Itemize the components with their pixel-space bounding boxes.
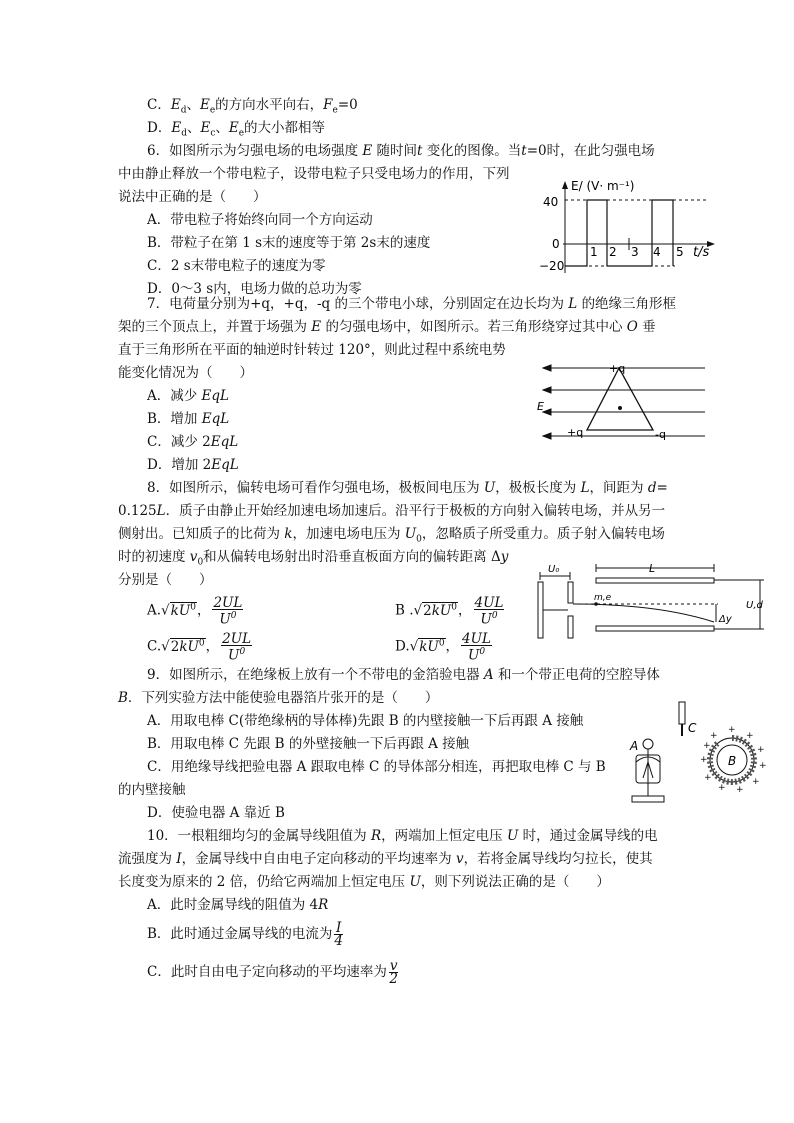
q8-deflection-figure: [528, 558, 773, 643]
q8-label-dy: Δy: [719, 614, 732, 625]
q8-option-c: $C.√2kU^0$， $\frac{2UL}{U^0}$: [147, 630, 252, 664]
q6-ytick-neg20: −20: [539, 259, 565, 273]
q7-stem-line3: 直于三角形所在平面的轴逆时针转过 120°，则此过程中系统电势: [118, 342, 506, 358]
q9-label-c: C: [688, 721, 697, 735]
svg-text:+: +: [759, 761, 767, 771]
q6-e-t-graph: [535, 178, 725, 278]
q9-label-b: B: [728, 754, 737, 768]
q6-xtick-4: 4: [653, 245, 661, 259]
q9-option-a: A．用取电棒 C(带绝缘柄的导体棒)先跟 B 的内壁接触一下后再跟 A 接触: [147, 713, 584, 729]
q6-stem-line1: 6．如图所示为匀强电场的电场强度 E 随时间t 变化的图像。当t=0时，在此匀强电场: [147, 143, 655, 159]
q5-option-c: C．$E_d$、$E_e$的方向水平向右，$F_e=0$: [147, 97, 358, 116]
svg-text:+: +: [703, 741, 711, 751]
q10-option-b: B．此时通过金属导线的电流为 $\frac{I}{4}$: [147, 920, 344, 949]
q8-label-ud: U,d: [746, 600, 763, 611]
q5-option-d: D．$E_d$、$E_c$、$E_e$的大小都相等: [147, 120, 326, 139]
q8-option-b: B $.√2kU^0$， $\frac{4UL}{U^0}$: [395, 594, 504, 628]
q9-electroscope-figure: [626, 700, 776, 808]
q8-stem-line3: 侧射出。已知质子的比荷为 k，加速电场电压为 $U_0$，忽略质子所受重力。质子射入偏转电场: [118, 526, 665, 545]
svg-text:+: +: [728, 725, 736, 735]
svg-text:+: +: [700, 755, 708, 765]
q8-stem-line5: 分别是（ ）: [118, 572, 213, 588]
q7-option-b: B．增加 EqL: [147, 411, 230, 427]
q6-stem-line3: 说法中正确的是（ ）: [118, 189, 267, 205]
q7-label-e: E: [537, 400, 544, 413]
q6-xtick-5: 5: [676, 245, 684, 259]
q7-label-left: +q: [567, 426, 584, 439]
q8-label-me: m,e: [594, 593, 612, 603]
q7-option-c: C．减少 2EqL: [147, 434, 239, 450]
q6-xtick-1: 1: [590, 245, 598, 259]
q6-option-d: D．0～3 s内，电场力做的总功为零: [147, 281, 362, 297]
q9-option-c-cont: 的内壁接触: [118, 782, 186, 798]
svg-text:+: +: [704, 773, 712, 783]
q7-label-right: -q: [655, 428, 666, 441]
q6-stem-line2: 中由静止释放一个带电粒子，设带电粒子只受电场力的作用，下列: [118, 166, 510, 182]
q6-option-c: C．2 s末带电粒子的速度为零: [147, 258, 326, 274]
q8-option-a: $A.√kU^0$， $\frac{2UL}{U^0}$: [147, 594, 243, 628]
q6-xtick-2: 2: [609, 245, 617, 259]
q9-option-b: B．用取电棒 C 先跟 B 的外壁接触一下后再跟 A 接触: [147, 736, 470, 752]
q8-label-u0: U₀: [548, 564, 560, 575]
q6-xtick-3: 3: [631, 245, 639, 259]
q8-stem-line4: 时的初速度 $v_0$和从偏转电场射出时沿垂直板面方向的偏转距离 Δy: [118, 549, 509, 568]
q8-stem-line2: 0.125L．质子由静止开始经加速电场加速后。沿平行于极板的方向射入偏转电场，并从另一: [118, 503, 666, 519]
svg-text:+: +: [752, 777, 760, 787]
q6-option-a: A．带电粒子将始终向同一个方向运动: [147, 212, 373, 228]
q10-option-c: C．此时自由电子定向移动的平均速率为 $\frac{v}{2}$: [147, 958, 398, 987]
q9-option-d: D．使验电器 A 靠近 B: [147, 805, 285, 821]
svg-text:+: +: [736, 785, 744, 795]
q10-stem-line2: 流强度为 I，金属导线中自由电子定向移动的平均速率为 v，若将金属导线均匀拉长，使其: [118, 851, 653, 867]
svg-text:+: +: [718, 783, 726, 793]
q7-triangle-figure: [535, 360, 710, 450]
q6-graph-ylabel: E/ (V· m⁻¹): [571, 179, 635, 193]
q9-stem-line2: B．下列实验方法中能使验电器箔片张开的是（ ）: [118, 690, 439, 706]
q7-option-a: A．减少 EqL: [147, 388, 230, 404]
q9-option-c: C．用绝缘导线把验电器 A 跟取电棒 C 的导体部分相连，再把取电棒 C 与 B: [147, 759, 606, 775]
svg-text:+: +: [710, 731, 718, 741]
q10-stem-line3: 长度变为原来的 2 倍，仍给它两端加上恒定电压 U，则下列说法正确的是（ ）: [118, 874, 610, 890]
q7-stem-line2: 架的三个顶点上，并置于场强为 E 的匀强电场中，如图所示。若三角形绕穿过其中心 O 垂: [118, 319, 656, 335]
q7-stem-line1: 7．电荷量分别为+q，+q，-q 的三个带电小球，分别固定在边长均为 L 的绝缘三角形框: [147, 296, 677, 312]
q6-graph-xlabel: t/s: [693, 245, 710, 260]
q9-stem-line1: 9．如图所示，在绝缘板上放有一个不带电的金箔验电器 A 和一个带正电荷的空腔导体: [147, 667, 660, 683]
q7-stem-line4: 能变化情况为（ ）: [118, 365, 253, 381]
q10-option-a: A．此时金属导线的阻值为 4R: [147, 897, 329, 913]
q7-option-d: D．增加 2EqL: [147, 457, 239, 473]
q7-label-top: +q: [609, 362, 626, 375]
q6-ytick-40: 40: [543, 195, 559, 209]
q6-ytick-0: 0: [552, 237, 560, 251]
svg-text:+: +: [757, 745, 765, 755]
svg-text:+: +: [746, 731, 754, 741]
q6-option-b: B．带粒子在第 1 s末的速度等于第 2s末的速度: [147, 235, 431, 251]
q9-label-a: A: [630, 739, 639, 753]
q8-label-l: L: [649, 562, 656, 575]
q8-option-d: $D.√kU^0$， $\frac{4UL}{U^0}$: [395, 630, 491, 664]
q8-stem-line1: 8．如图所示，偏转电场可看作匀强电场，极板间电压为 U，极板长度为 L，间距为 d=: [147, 480, 668, 496]
q10-stem-line1: 10．一根粗细均匀的金属导线阻值为 R，两端加上恒定电压 U 时，通过金属导线的电: [147, 828, 658, 844]
